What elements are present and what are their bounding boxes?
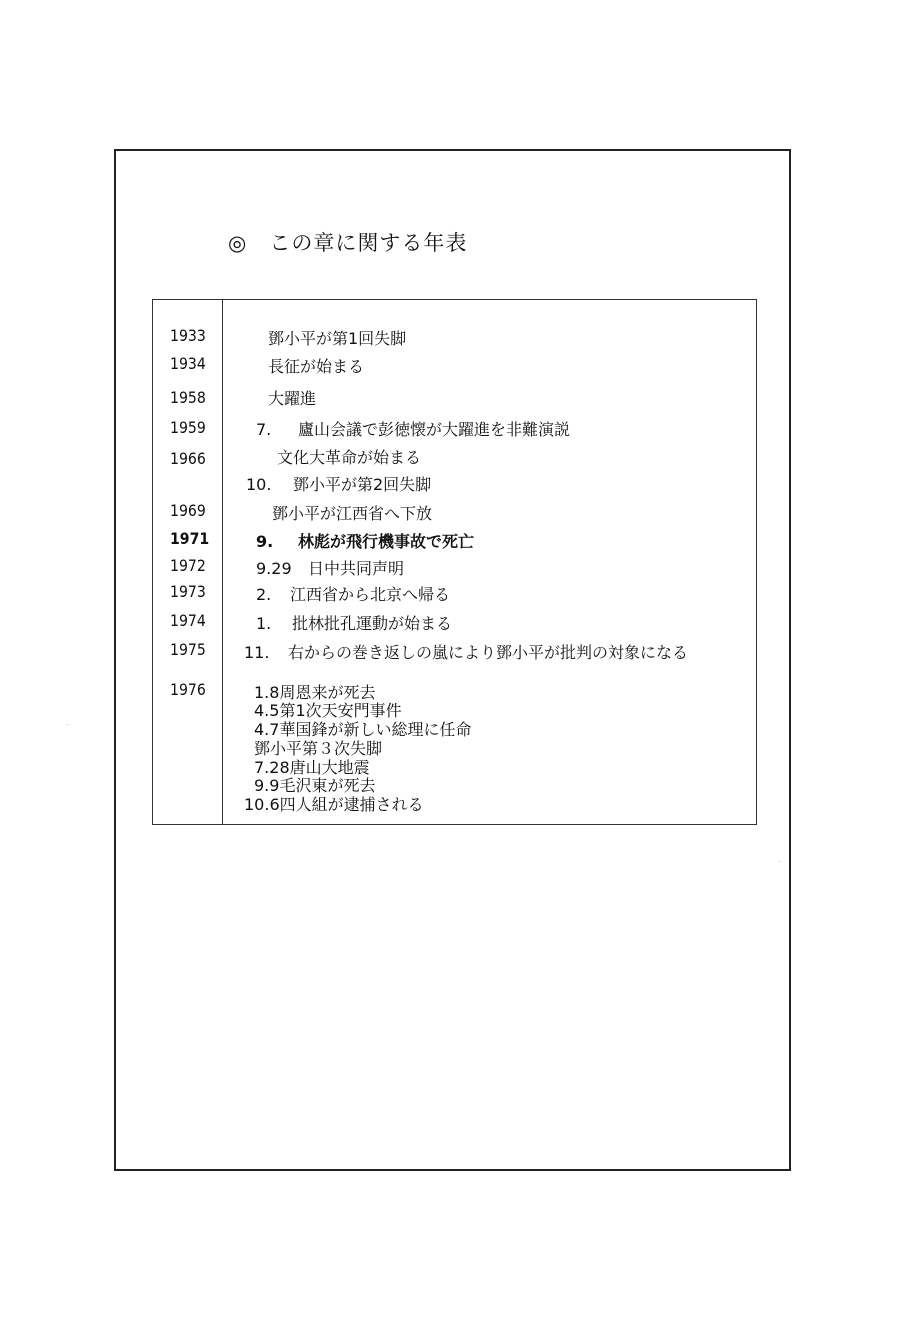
year-cell: 1973: [170, 582, 206, 601]
event-text: 鄧小平第３次失脚: [254, 739, 383, 758]
event-date: 9.: [256, 532, 274, 551]
year-cell: 1975: [170, 640, 206, 659]
event-cell: [244, 640, 688, 663]
scan-speck: [67, 724, 68, 725]
year-cell: 1958: [170, 388, 206, 407]
event-date: 4.5: [254, 701, 280, 720]
event-cell: [256, 529, 474, 552]
double-circle-icon: ◎: [228, 231, 248, 255]
year-cell: 1969: [170, 501, 206, 520]
list-item: [244, 792, 424, 815]
event-text: 唐山大地震: [289, 758, 370, 777]
column-divider: [222, 299, 223, 825]
page-title: [228, 227, 467, 257]
event-cell: [256, 556, 404, 579]
event-text: 華国鋒が新しい総理に任命: [279, 720, 472, 739]
event-cell: [256, 611, 452, 634]
event-text: 大躍進: [268, 389, 317, 408]
year-cell: 1933: [170, 326, 206, 345]
event-cell: [268, 326, 406, 349]
year-cell: 1966: [170, 449, 206, 468]
event-text: 鄧小平が第2回失脚: [293, 475, 432, 494]
event-cell: [268, 354, 364, 377]
event-text: 日中共同声明: [308, 559, 405, 578]
event-cell: [256, 417, 570, 440]
event-text: 廬山会議で彭徳懐が大躍進を非難演説: [298, 420, 571, 439]
event-cell: [277, 445, 421, 468]
event-date: 9.9: [254, 776, 280, 795]
event-text: 周恩来が死去: [279, 683, 376, 702]
event-text: 長征が始まる: [268, 357, 365, 376]
year-cell: 1974: [170, 611, 206, 630]
year-cell: 1971: [170, 529, 210, 548]
event-cell: [268, 386, 316, 409]
event-text: 鄧小平が第1回失脚: [268, 329, 407, 348]
event-text: 批林批孔運動が始まる: [292, 614, 453, 633]
event-date: 10.: [246, 475, 272, 494]
year-cell: 1934: [170, 354, 206, 373]
page-title-text: この章に関する年表: [269, 231, 468, 255]
year-cell: 1976: [170, 680, 206, 699]
event-text: 江西省から北京へ帰る: [290, 585, 451, 604]
event-text: 第1次天安門事件: [279, 701, 402, 720]
year-cell: 1972: [170, 556, 206, 575]
event-date: 2.: [256, 585, 272, 604]
event-date: 1.8: [254, 683, 280, 702]
event-cell: [256, 582, 450, 605]
event-text: 林彪が飛行機事故で死亡: [298, 532, 475, 551]
event-text: 文化大革命が始まる: [277, 448, 422, 467]
event-date: 4.7: [254, 720, 280, 739]
event-date: 9.29: [256, 559, 292, 578]
event-text: 右からの巻き返しの嵐により鄧小平が批判の対象になる: [288, 643, 689, 662]
event-cell: [272, 501, 432, 524]
event-date: 7.: [256, 420, 272, 439]
year-cell: 1959: [170, 418, 206, 437]
scan-speck: [779, 861, 780, 862]
event-text: 四人組が逮捕される: [279, 795, 424, 814]
event-cell: [246, 472, 431, 495]
chronology-table: [152, 299, 757, 825]
event-date: 10.6: [244, 795, 280, 814]
event-date: 11.: [244, 643, 270, 662]
event-date: 7.28: [254, 758, 290, 777]
event-text: 鄧小平が江西省へ下放: [272, 504, 433, 523]
event-text: 毛沢東が死去: [279, 776, 376, 795]
event-date: 1.: [256, 614, 272, 633]
